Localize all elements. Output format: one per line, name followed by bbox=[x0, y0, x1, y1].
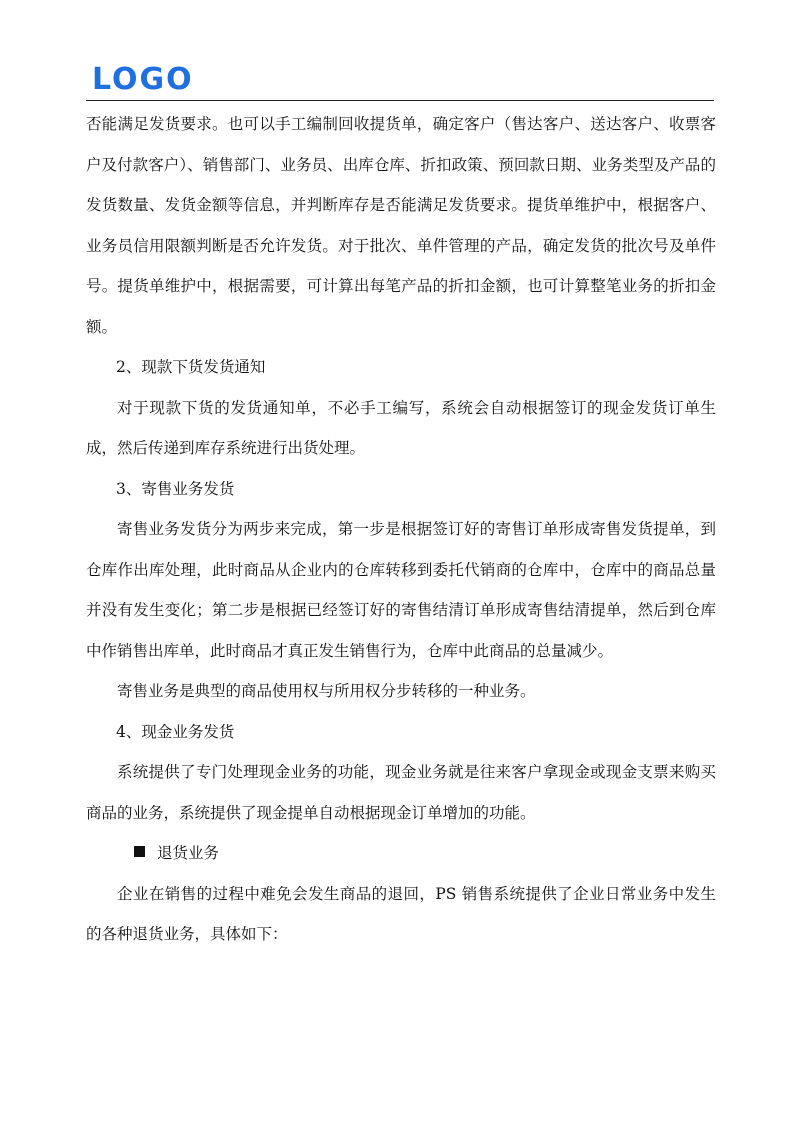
square-bullet-icon bbox=[134, 846, 145, 857]
paragraph-consignment: 寄售业务发货分为两步来完成，第一步是根据签订好的寄售订单形成寄售发货提单，到仓库作出库处理，此时商品从企业内的仓库转移到委托代销商的仓库中，仓库中的商品总量并没有发生变化；第二步是根据已经签订好的寄售结清订单形成寄售结清提单，然后到仓库中作销售出库单，此时商品才真正发生销售行为，仓库中此商品的总量减少。 bbox=[86, 520, 716, 660]
paragraph-continued: 否能满足发货要求。也可以手工编制回收提货单，确定客户（售达客户、送达客户、收票客户及付款客户）、销售部门、业务员、出库仓库、折扣政策、预回款日期、业务类型及产品的发货数量、发货金额等信息，并判断库存是否能满足发货要求。提货单维护中，根据客户、业务员信用限额判断是否允许发货。对于批次、单件管理的产品，确定发货的批次号及单件号。提货单维护中，根据需要，可计算出每笔产品的折扣金额，也可计算整笔业务的折扣金额。 bbox=[86, 115, 716, 336]
section-heading-4: 4、现金业务发货 bbox=[116, 722, 235, 741]
paragraph-cash-delivery: 对于现款下货的发货通知单，不必手工编写，系统会自动根据签订的现金发货订单生成，然后传递到库存系统进行出货处理。 bbox=[86, 398, 716, 457]
logo: LOGO bbox=[92, 62, 194, 97]
section-heading-2: 2、现款下货发货通知 bbox=[116, 358, 266, 376]
paragraph-cash-business: 系统提供了专门处理现金业务的功能，现金业务就是往来客户拿现金或现金支票来购买商品的业务，系统提供了现金提单自动根据现金订单增加的功能。 bbox=[86, 763, 716, 822]
paragraph-returns: 企业在销售的过程中难免会发生商品的退回，PS 销售系统提供了企业日常业务中发生的各种退货业务，具体如下： bbox=[86, 884, 716, 943]
page-header bbox=[86, 60, 714, 101]
bullet-heading-returns bbox=[86, 833, 716, 874]
paragraph-consignment-summary: 寄售业务是典型的商品使用权与所用权分步转移的一种业务。 bbox=[117, 682, 536, 700]
section-heading-3: 3、寄售业务发货 bbox=[116, 479, 235, 498]
bullet-heading-label: 退货业务 bbox=[157, 844, 220, 862]
document-body bbox=[86, 104, 716, 955]
